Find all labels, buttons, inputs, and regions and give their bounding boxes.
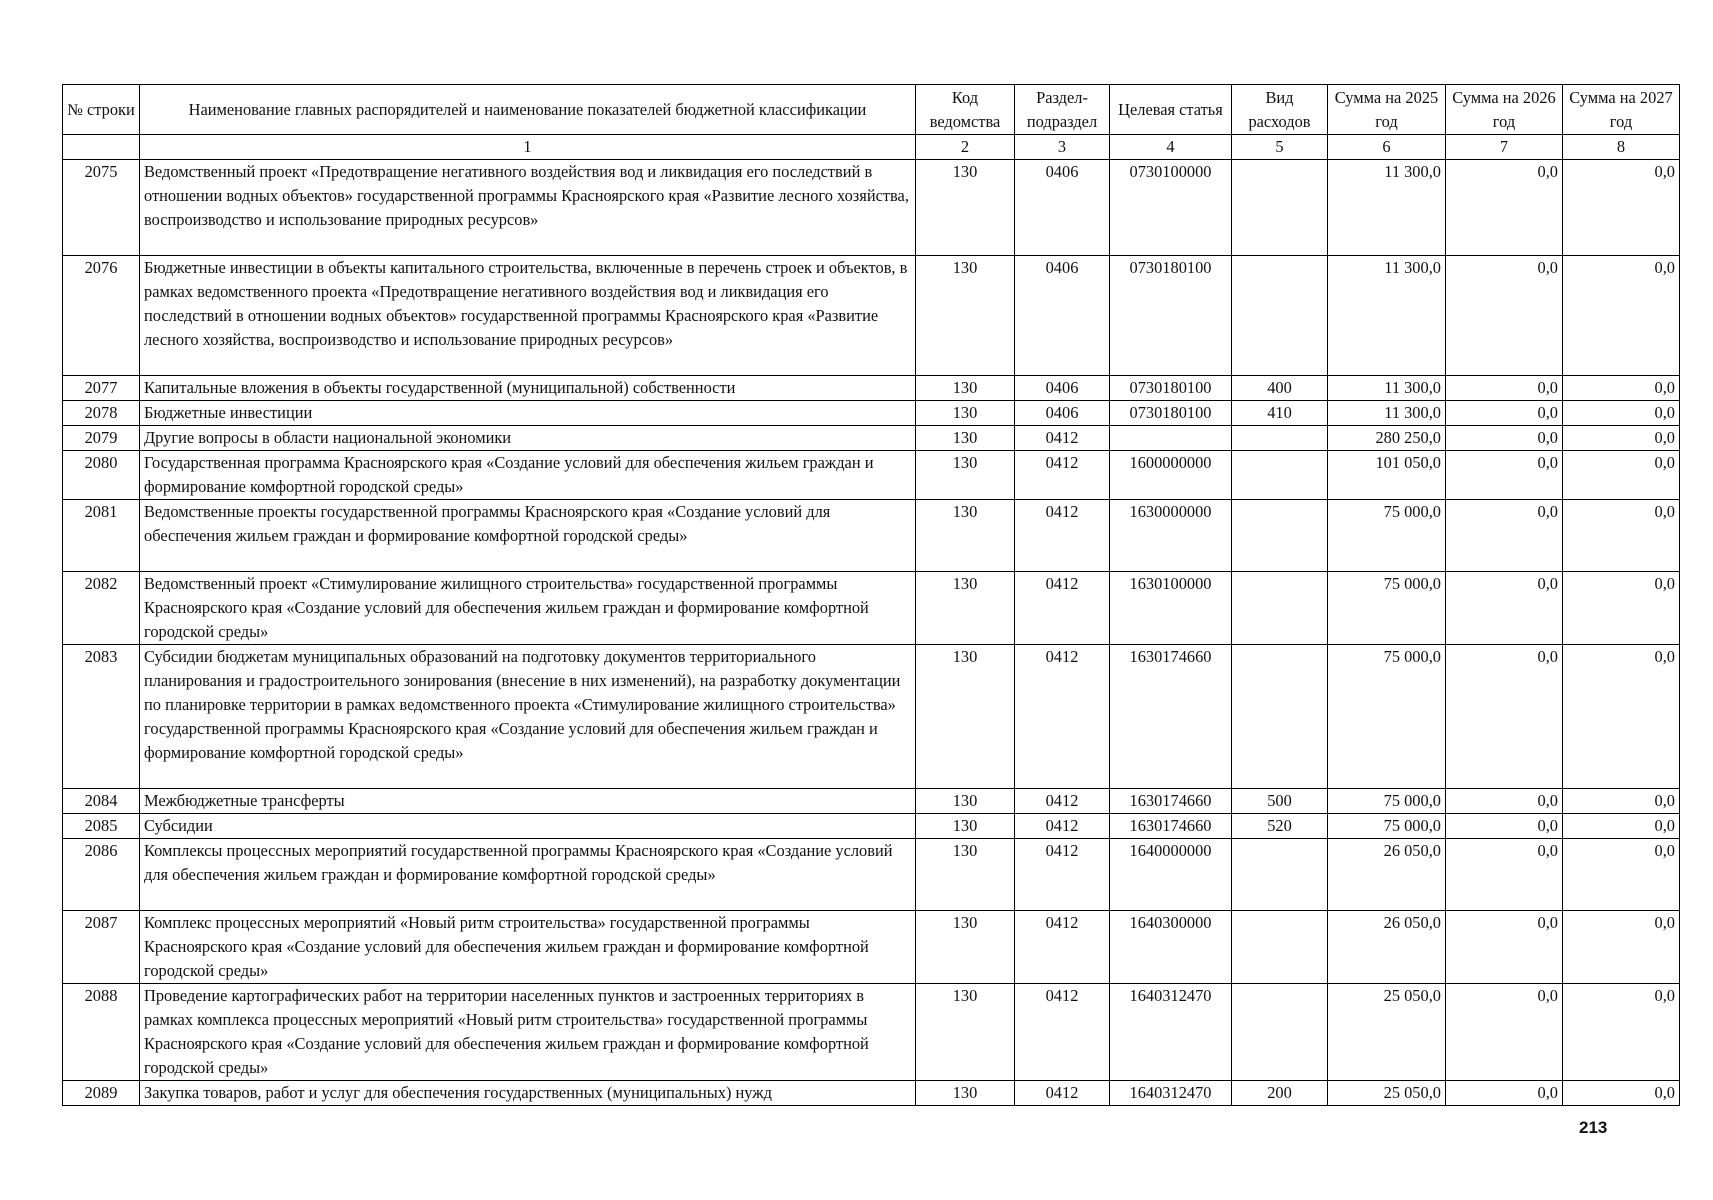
section-code: 0412 [1015,645,1110,789]
table-row [63,645,1680,789]
expense-type [1232,645,1328,789]
sum-2025: 280 250,0 [1328,426,1446,451]
column-number: 8 [1563,135,1680,160]
table-row [63,789,1680,814]
column-number-blank [63,135,140,160]
sum-2026: 0,0 [1446,426,1563,451]
row-number: 2081 [63,500,140,572]
dept-code: 130 [916,376,1015,401]
table-body [63,160,1680,1106]
sum-2026: 0,0 [1446,160,1563,256]
target-article: 1630000000 [1110,500,1232,572]
column-number: 3 [1015,135,1110,160]
header-sum-2025: Сумма на 2025 год [1328,85,1446,135]
row-name: Другие вопросы в области национальной экономики [140,426,916,451]
dept-code: 130 [916,911,1015,984]
page-number: 213 [1579,1118,1608,1137]
sum-2025: 75 000,0 [1328,645,1446,789]
dept-code: 130 [916,572,1015,645]
row-name: Государственная программа Красноярского края «Создание условий для обеспечения жильем граждан и формирование комфортной городской среды» [140,451,916,500]
target-article: 0730180100 [1110,376,1232,401]
dept-code: 130 [916,984,1015,1081]
row-name: Закупка товаров, работ и услуг для обеспечения государственных (муниципальных) нужд [140,1081,916,1106]
table-row [63,401,1680,426]
sum-2027: 0,0 [1563,451,1680,500]
section-code: 0412 [1015,911,1110,984]
dept-code: 130 [916,645,1015,789]
header-sum-2026: Сумма на 2026 год [1446,85,1563,135]
expense-type: 200 [1232,1081,1328,1106]
target-article: 1630174660 [1110,789,1232,814]
target-article: 0730100000 [1110,160,1232,256]
section-code: 0412 [1015,500,1110,572]
section-code: 0412 [1015,984,1110,1081]
column-number: 5 [1232,135,1328,160]
expense-type: 410 [1232,401,1328,426]
row-number: 2077 [63,376,140,401]
expense-type [1232,984,1328,1081]
sum-2027: 0,0 [1563,401,1680,426]
section-code: 0412 [1015,426,1110,451]
expense-type: 500 [1232,789,1328,814]
row-number: 2082 [63,572,140,645]
target-article: 1640312470 [1110,984,1232,1081]
row-number: 2083 [63,645,140,789]
sum-2026: 0,0 [1446,500,1563,572]
sum-2025: 75 000,0 [1328,814,1446,839]
row-name: Комплекс процессных мероприятий «Новый ритм строительства» государственной программы Красноярского края «Создание условий для обеспечения жильем граждан и формирование комфортной городской среды» [140,911,916,984]
section-code: 0406 [1015,160,1110,256]
sum-2027: 0,0 [1563,572,1680,645]
header-section: Раздел- подраздел [1015,85,1110,135]
sum-2027: 0,0 [1563,814,1680,839]
expense-type [1232,426,1328,451]
expense-type [1232,572,1328,645]
table-row [63,376,1680,401]
table-row [63,160,1680,256]
column-number-row [63,135,1680,160]
sum-2027: 0,0 [1563,376,1680,401]
section-code: 0406 [1015,376,1110,401]
section-code: 0412 [1015,1081,1110,1106]
table-row [63,839,1680,911]
row-name: Ведомственный проект «Стимулирование жилищного строительства» государственной программы Красноярского края «Создание условий для обеспечения жильем граждан и формирование комфортной городской среды» [140,572,916,645]
row-number: 2078 [63,401,140,426]
sum-2025: 75 000,0 [1328,572,1446,645]
section-code: 0412 [1015,814,1110,839]
expense-type [1232,256,1328,376]
dept-code: 130 [916,160,1015,256]
target-article: 1640312470 [1110,1081,1232,1106]
column-number: 7 [1446,135,1563,160]
target-article: 1630100000 [1110,572,1232,645]
dept-code: 130 [916,814,1015,839]
dept-code: 130 [916,451,1015,500]
row-number: 2088 [63,984,140,1081]
sum-2026: 0,0 [1446,911,1563,984]
sum-2025: 11 300,0 [1328,256,1446,376]
section-code: 0412 [1015,789,1110,814]
sum-2026: 0,0 [1446,984,1563,1081]
expense-type [1232,160,1328,256]
sum-2025: 11 300,0 [1328,160,1446,256]
target-article: 1640000000 [1110,839,1232,911]
header-row-no: № строки [63,85,140,135]
dept-code: 130 [916,1081,1015,1106]
row-name: Субсидии бюджетам муниципальных образований на подготовку документов территориального планирования и градостроительного зонирования (внесение в них изменений), на разработку документации по планировке территории в рамках ведомственного проекта «Стимулирование жилищного строительства» государственной программы Красноярского края «Создание условий для обеспечения жильем граждан и формирование комфортной городской среды» [140,645,916,789]
target-article: 1630174660 [1110,814,1232,839]
row-name: Бюджетные инвестиции в объекты капитального строительства, включенные в перечень строек и объектов, в рамках ведомственного проекта «Предотвращение негативного воздействия вод и ликвидация его последствий в отношении водных объектов» государственной программы Красноярского края «Развитие лесного хозяйства, воспроизводство и использование природных ресурсов» [140,256,916,376]
column-number: 1 [140,135,916,160]
sum-2026: 0,0 [1446,451,1563,500]
table-row [63,572,1680,645]
budget-table [62,84,1680,1106]
target-article: 1600000000 [1110,451,1232,500]
table-row [63,500,1680,572]
table-row [63,426,1680,451]
sum-2027: 0,0 [1563,426,1680,451]
row-name: Капитальные вложения в объекты государственной (муниципальной) собственности [140,376,916,401]
target-article: 1640300000 [1110,911,1232,984]
sum-2026: 0,0 [1446,789,1563,814]
row-number: 2087 [63,911,140,984]
row-name: Комплексы процессных мероприятий государственной программы Красноярского края «Создание условий для обеспечения жильем граждан и формирование комфортной городской среды» [140,839,916,911]
dept-code: 130 [916,401,1015,426]
row-name: Субсидии [140,814,916,839]
sum-2025: 11 300,0 [1328,401,1446,426]
dept-code: 130 [916,839,1015,911]
sum-2027: 0,0 [1563,256,1680,376]
dept-code: 130 [916,500,1015,572]
table-row [63,256,1680,376]
target-article: 1630174660 [1110,645,1232,789]
row-number: 2084 [63,789,140,814]
row-number: 2075 [63,160,140,256]
sum-2025: 26 050,0 [1328,911,1446,984]
sum-2025: 75 000,0 [1328,500,1446,572]
sum-2026: 0,0 [1446,256,1563,376]
header-target: Целевая статья [1110,85,1232,135]
sum-2026: 0,0 [1446,645,1563,789]
row-name: Ведомственный проект «Предотвращение негативного воздействия вод и ликвидация его последствий в отношении водных объектов» государственной программы Красноярского края «Развитие лесного хозяйства, воспроизводство и использование природных ресурсов» [140,160,916,256]
row-number: 2086 [63,839,140,911]
sum-2025: 25 050,0 [1328,1081,1446,1106]
sum-2025: 11 300,0 [1328,376,1446,401]
sum-2026: 0,0 [1446,376,1563,401]
sum-2027: 0,0 [1563,645,1680,789]
expense-type [1232,839,1328,911]
sum-2026: 0,0 [1446,839,1563,911]
sum-2026: 0,0 [1446,1081,1563,1106]
expense-type: 520 [1232,814,1328,839]
target-article [1110,426,1232,451]
dept-code: 130 [916,426,1015,451]
table-row [63,1081,1680,1106]
header-dept: Код ведомства [916,85,1015,135]
target-article: 0730180100 [1110,256,1232,376]
table-row [63,451,1680,500]
section-code: 0412 [1015,839,1110,911]
dept-code: 130 [916,256,1015,376]
sum-2025: 26 050,0 [1328,839,1446,911]
row-name: Бюджетные инвестиции [140,401,916,426]
row-number: 2079 [63,426,140,451]
row-name: Ведомственные проекты государственной программы Красноярского края «Создание условий для обеспечения жильем граждан и формирование комфортной городской среды» [140,500,916,572]
header-name: Наименование главных распорядителей и наименование показателей бюджетной классификации [140,85,916,135]
table-row [63,911,1680,984]
sum-2027: 0,0 [1563,984,1680,1081]
header-row [63,85,1680,135]
header-sum-2027: Сумма на 2027 год [1563,85,1680,135]
table-row [63,984,1680,1081]
row-number: 2085 [63,814,140,839]
sum-2027: 0,0 [1563,160,1680,256]
dept-code: 130 [916,789,1015,814]
column-number: 6 [1328,135,1446,160]
column-number: 2 [916,135,1015,160]
sum-2025: 101 050,0 [1328,451,1446,500]
sum-2026: 0,0 [1446,572,1563,645]
row-number: 2076 [63,256,140,376]
sum-2027: 0,0 [1563,789,1680,814]
target-article: 0730180100 [1110,401,1232,426]
sum-2027: 0,0 [1563,911,1680,984]
expense-type [1232,911,1328,984]
sum-2027: 0,0 [1563,839,1680,911]
sum-2026: 0,0 [1446,401,1563,426]
column-number: 4 [1110,135,1232,160]
row-name: Проведение картографических работ на территории населенных пунктов и застроенных территориях в рамках комплекса процессных мероприятий «Новый ритм строительства» государственной программы Красноярского края «Создание условий для обеспечения жильем граждан и формирование комфортной городской среды» [140,984,916,1081]
section-code: 0412 [1015,451,1110,500]
header-exp-type: Вид расходов [1232,85,1328,135]
row-name: Межбюджетные трансферты [140,789,916,814]
row-number: 2080 [63,451,140,500]
sum-2027: 0,0 [1563,500,1680,572]
sum-2025: 25 050,0 [1328,984,1446,1081]
section-code: 0412 [1015,572,1110,645]
sum-2025: 75 000,0 [1328,789,1446,814]
row-number: 2089 [63,1081,140,1106]
expense-type [1232,500,1328,572]
section-code: 0406 [1015,256,1110,376]
expense-type: 400 [1232,376,1328,401]
section-code: 0406 [1015,401,1110,426]
sum-2027: 0,0 [1563,1081,1680,1106]
sum-2026: 0,0 [1446,814,1563,839]
expense-type [1232,451,1328,500]
table-row [63,814,1680,839]
